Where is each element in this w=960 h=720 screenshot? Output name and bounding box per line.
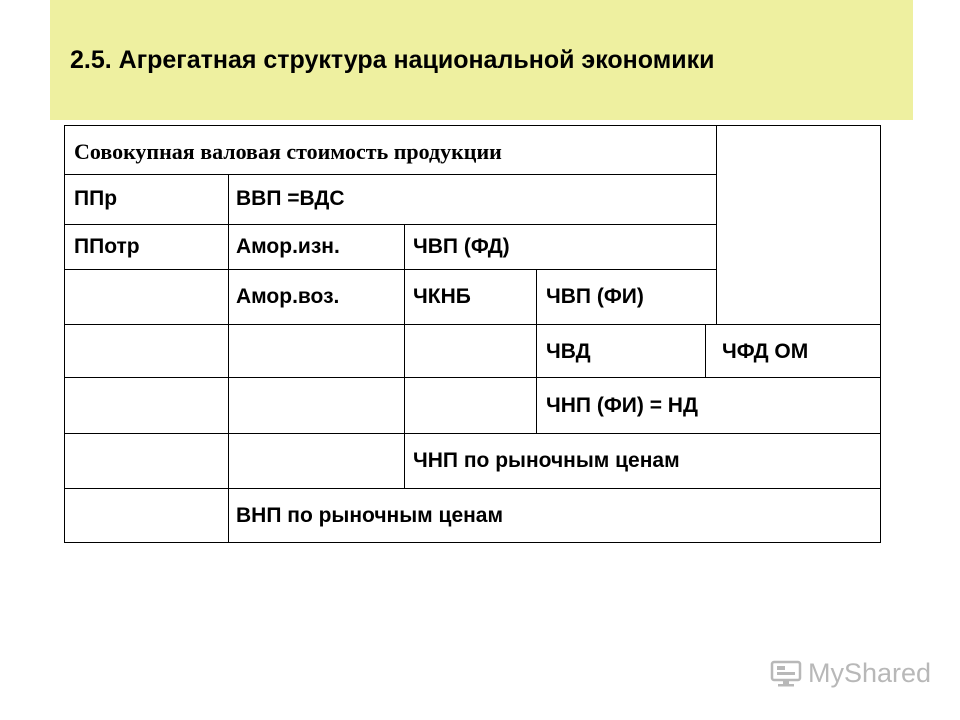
cell-chfd-om: ЧФД ОМ (722, 340, 809, 363)
cell-chvd: ЧВД (546, 340, 591, 363)
cell-chvp-fi: ЧВП (ФИ) (546, 285, 644, 308)
table-line (716, 125, 717, 324)
table-line (64, 125, 65, 543)
table-line (64, 174, 716, 175)
cell-vnp-market: ВНП по рыночным ценам (236, 504, 504, 527)
cell-vvp-vds: ВВП =ВДС (236, 187, 345, 210)
monitor-logo-icon (770, 660, 802, 688)
table-line (705, 324, 706, 377)
cell-amor-izn: Амор.изн. (236, 235, 340, 258)
cell-chvp-fd: ЧВП (ФД) (413, 235, 510, 258)
myshared-logo (770, 656, 930, 692)
table-line (64, 377, 881, 378)
table-line (404, 224, 405, 488)
logo-text: MyShared (808, 658, 932, 688)
table-line (64, 125, 716, 126)
table-line (64, 542, 881, 543)
table-line (716, 125, 881, 126)
cell-ppr: ППр (74, 187, 118, 210)
cell-chnp-fi-nd: ЧНП (ФИ) = НД (546, 394, 698, 417)
table-line (880, 125, 881, 543)
cell-chnp-market: ЧНП по рыночным ценам (413, 449, 680, 472)
table-line (64, 488, 881, 489)
table-line (228, 174, 229, 543)
table-header-cell: Совокупная валовая стоимость продукции (74, 139, 502, 164)
slide-title: 2.5. Агрегатная структура национальной экономики (70, 46, 715, 74)
table-line (64, 324, 881, 325)
table-line (536, 269, 537, 433)
table-line (64, 269, 716, 270)
table-line (64, 224, 716, 225)
cell-chknb: ЧКНБ (413, 285, 471, 308)
cell-amor-voz: Амор.воз. (236, 285, 340, 308)
cell-ppotr: ППотр (74, 235, 140, 258)
table-line (64, 433, 881, 434)
